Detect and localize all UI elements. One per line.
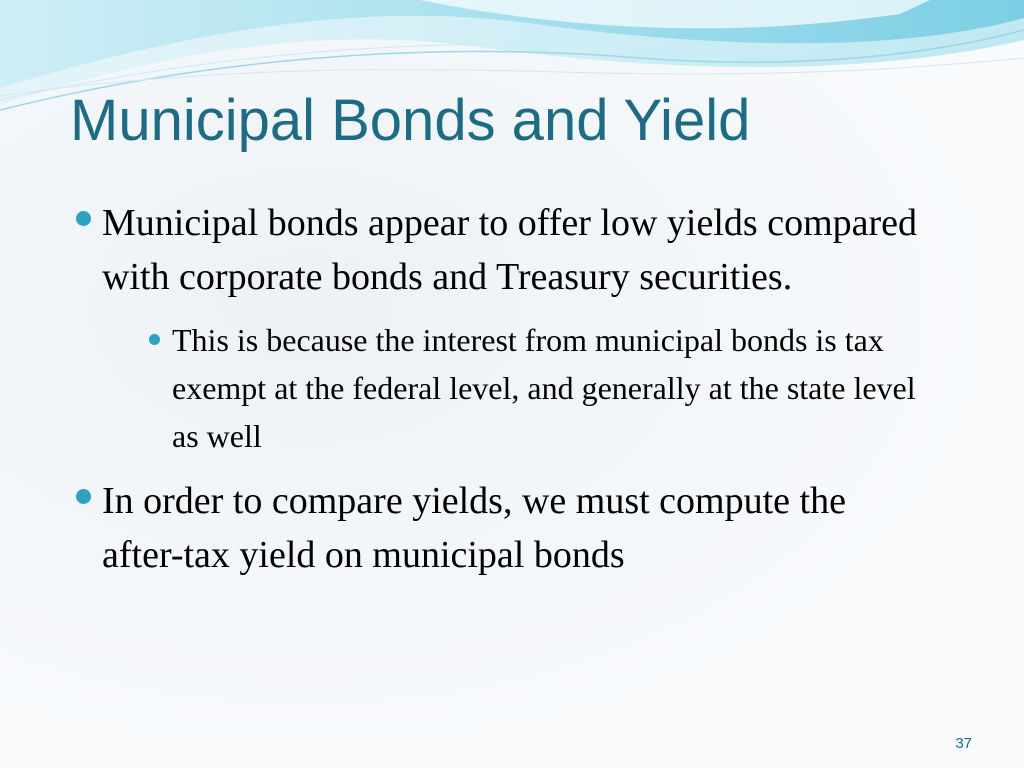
sub-bullet-text: This is because the interest from municipal bonds is tax exempt at the federal level, and generally at the state level as well <box>172 322 916 454</box>
sub-bullet-dot-icon <box>149 334 160 345</box>
slide-content <box>74 196 934 590</box>
bullet-item <box>74 474 934 582</box>
sub-bullet-list <box>102 316 934 460</box>
bullet-text: In order to compare yields, we must compute the after-tax yield on municipal bonds <box>102 480 846 576</box>
bullet-list <box>74 196 934 582</box>
slide-number: 37 <box>955 735 972 752</box>
sub-bullet-item <box>144 316 934 460</box>
bullet-dot-icon <box>76 489 91 504</box>
bullet-text: Municipal bonds appear to offer low yields compared with corporate bonds and Treasury securities. <box>102 202 918 298</box>
bullet-dot-icon <box>76 211 91 226</box>
bullet-item <box>74 196 934 460</box>
slide-title: Municipal Bonds and Yield <box>70 88 751 153</box>
